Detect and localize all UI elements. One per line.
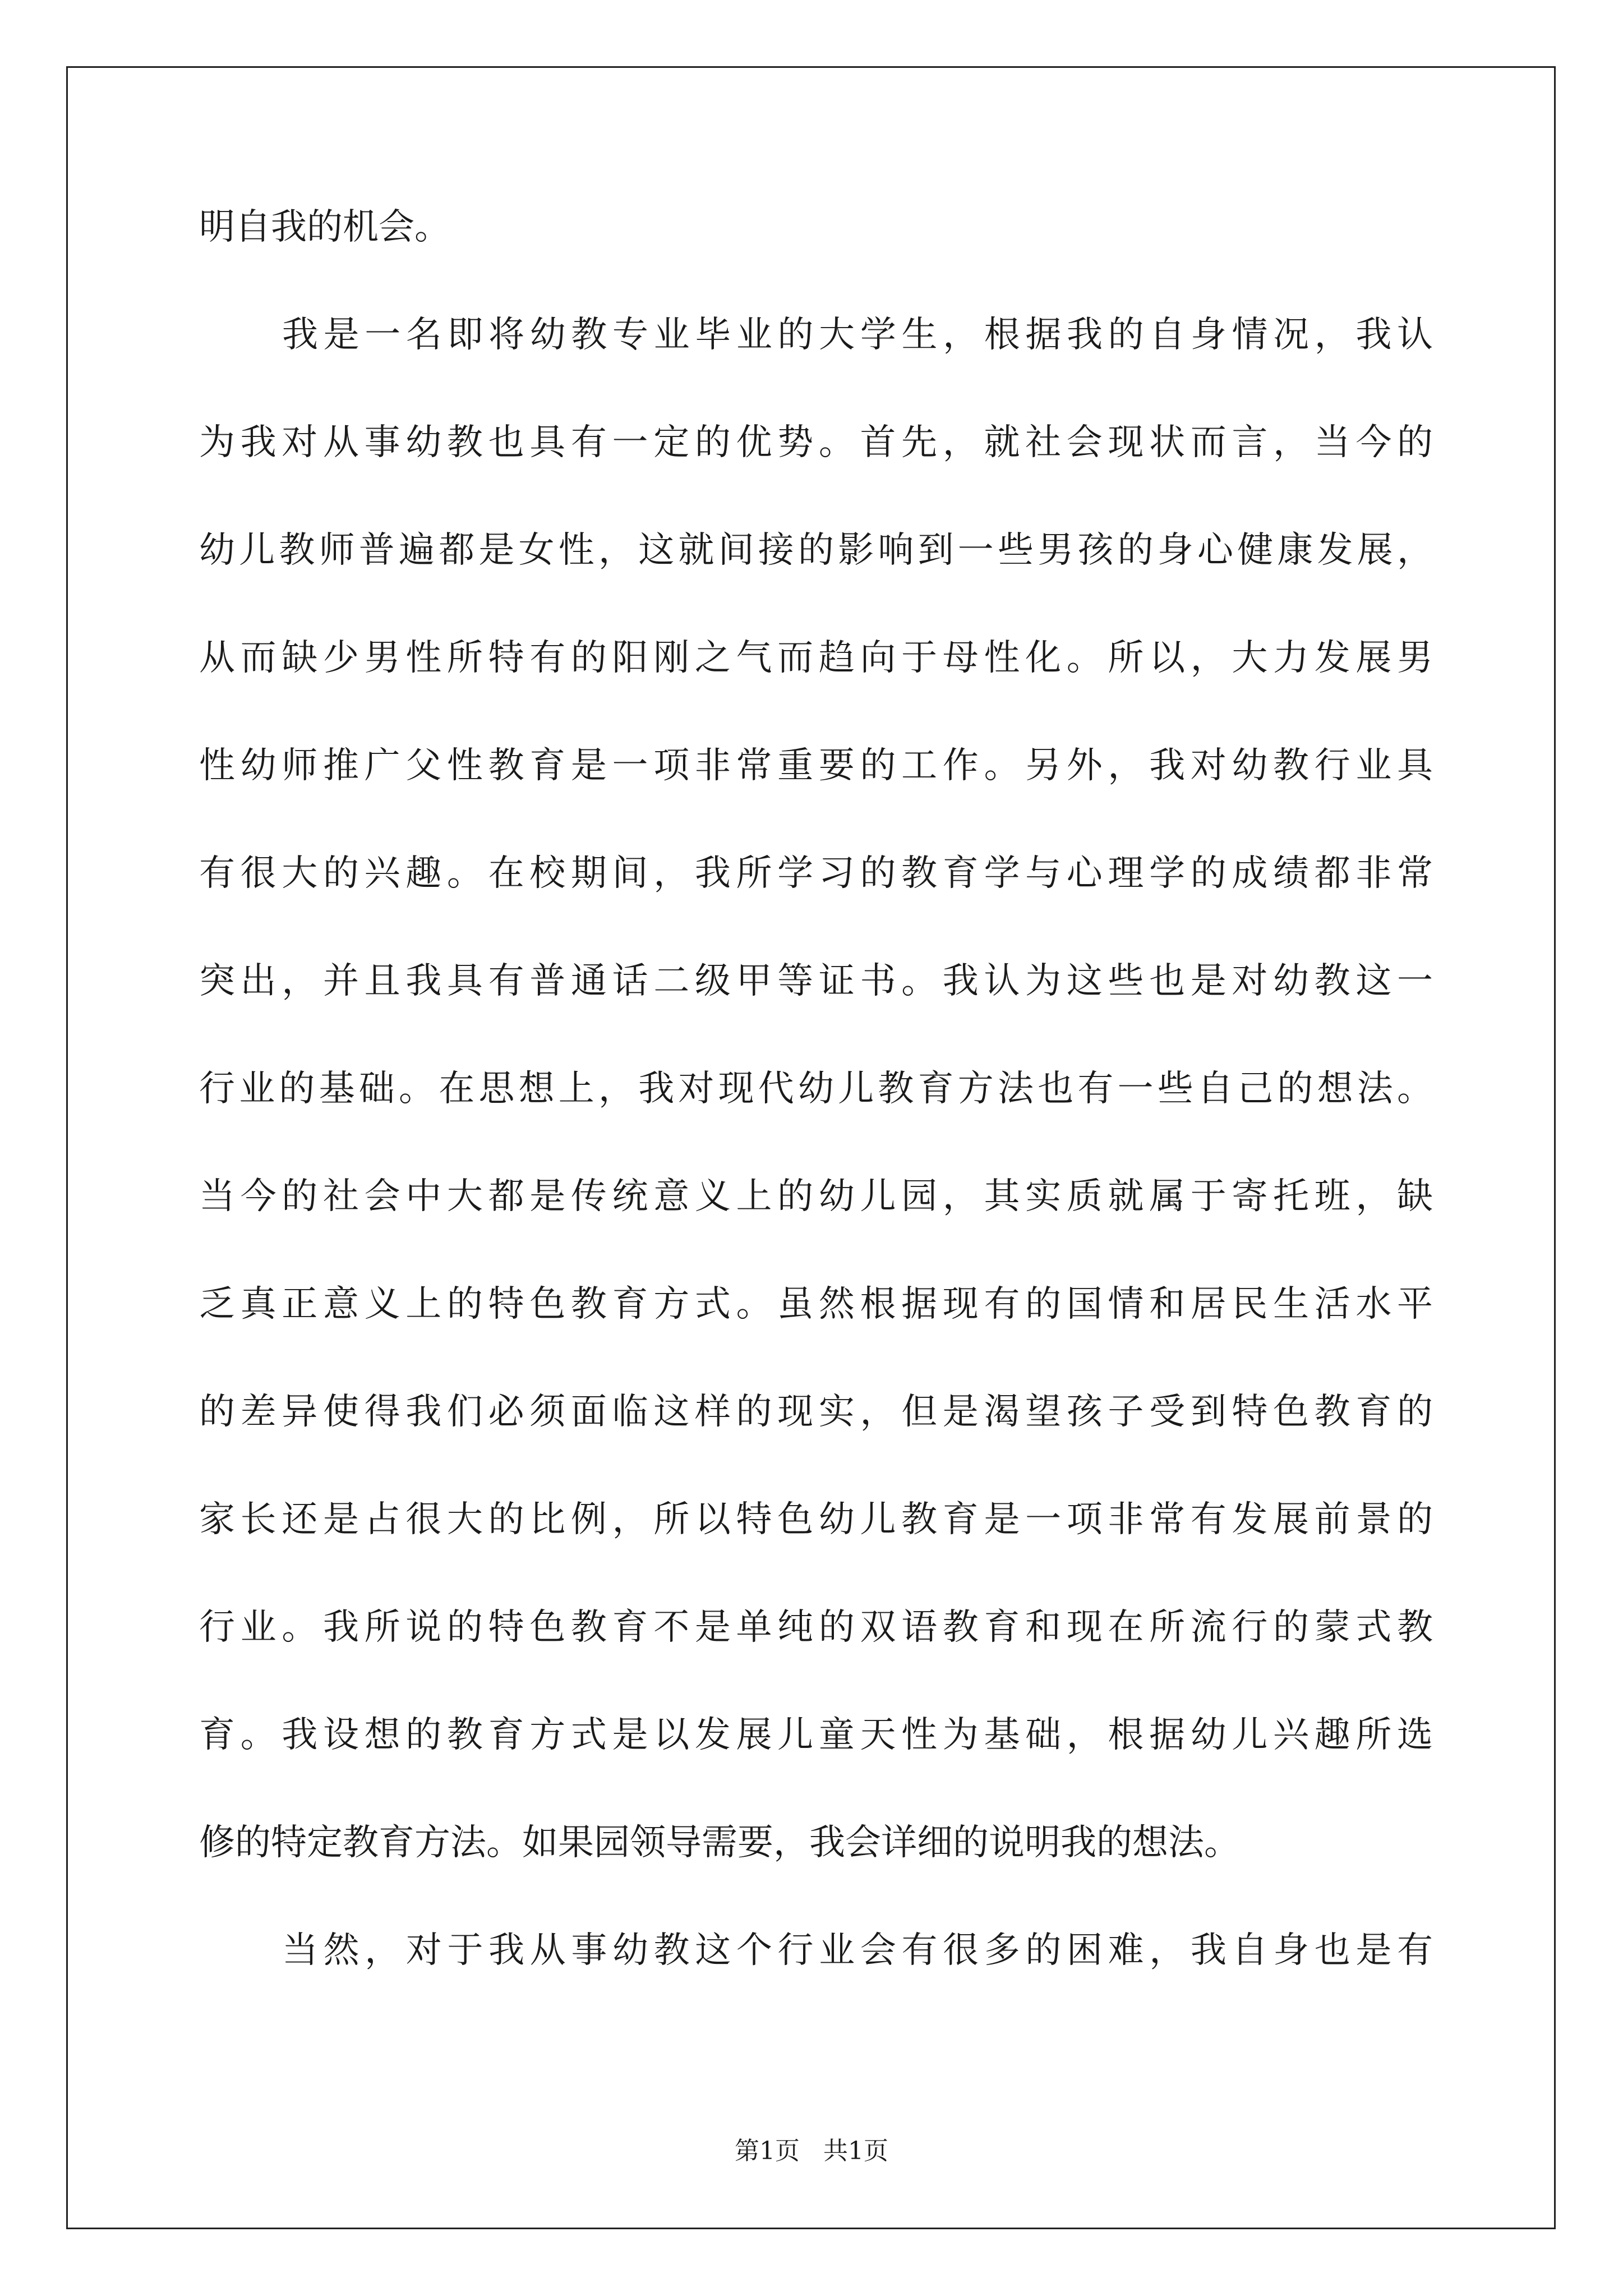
text-line: 育。我设想的教育方式是以发展儿童天性为基础，根据幼儿兴趣所选 [199, 1714, 1433, 1756]
text-line: 当今的社会中大都是传统意义上的幼儿园，其实质就属于寄托班，缺 [199, 1176, 1433, 1217]
text-line: 行业的基础。在思想上，我对现代幼儿教育方法也有一些自己的想法。 [199, 1068, 1433, 1110]
text-line: 修的特定教育方法。如果园领导需要，我会详细的说明我的想法。 [199, 1822, 1240, 1864]
text-line: 为我对从事幼教也具有一定的优势。首先，就社会现状而言，当今的 [199, 422, 1433, 463]
text-line: 乏真正意义上的特色教育方式。虽然根据现有的国情和居民生活水平 [199, 1283, 1433, 1325]
text-line: 突出，并且我具有普通话二级甲等证书。我认为这些也是对幼教这一 [199, 960, 1433, 1002]
text-line: 幼儿教师普遍都是女性，这就间接的影响到一些男孩的身心健康发展， [199, 530, 1433, 571]
text-line: 行业。我所说的特色教育不是单纯的双语教育和现在所流行的蒙式教 [199, 1607, 1433, 1648]
page-border [66, 66, 1556, 2229]
text-line: 性幼师推广父性教育是一项非常重要的工作。另外，我对幼教行业具 [199, 745, 1433, 786]
text-line: 家长还是占很大的比例，所以特色幼儿教育是一项非常有发展前景的 [199, 1499, 1433, 1540]
text-line: 明自我的机会。 [199, 206, 450, 248]
text-line: 的差异使得我们必须面临这样的现实，但是渴望孩子受到特色教育的 [199, 1391, 1433, 1433]
text-line: 当然，对于我从事幼教这个行业会有很多的困难，我自身也是有 [282, 1930, 1433, 1971]
text-line: 有很大的兴趣。在校期间，我所学习的教育学与心理学的成绩都非常 [199, 853, 1433, 894]
page-footer: 第1页 共1页 [735, 2137, 888, 2165]
text-line: 我是一名即将幼教专业毕业的大学生，根据我的自身情况，我认 [282, 314, 1433, 356]
text-line: 从而缺少男性所特有的阳刚之气而趋向于母性化。所以，大力发展男 [199, 637, 1433, 679]
